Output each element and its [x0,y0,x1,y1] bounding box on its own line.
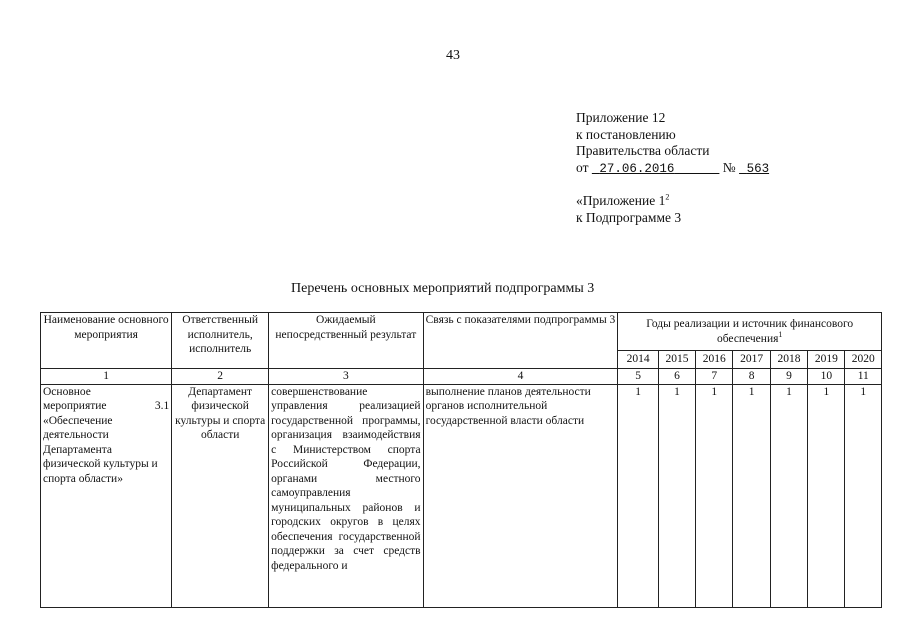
responsible-cell: Департамент физической культуры и спорта области [172,384,269,608]
year-value-cell: 1 [845,384,882,608]
year-value-cell: 1 [808,384,845,608]
appendix-date-line [576,160,769,178]
activity-name-line-1: Основное [43,385,91,398]
reference-block [576,192,681,226]
year-header: 2016 [696,351,733,369]
column-number: 11 [845,369,882,385]
reference-line-2: к Подпрограмме 3 [576,210,682,225]
decree-date: 27.06.2016 [599,161,675,176]
page-number: 43 [446,48,460,63]
year-header: 2015 [658,351,695,369]
table-row [41,384,882,608]
number-prefix: № [722,159,736,175]
activities-table [40,312,882,608]
header-years-group: Годы реализации и источник финансового обеспечения$^1$ [618,313,882,351]
expected-result-cell: совершенствование управления реализацией государственной программы, организация взаимодействия с Министерством спорта Российской Федерации, органами местного самоуправления муниципальных районов и городских округов в целях обеспечения государственной поддержки за счет средств федерального и [269,384,423,608]
header-responsible: Ответственный исполнитель, исполнитель [172,313,269,369]
column-number: 5 [618,369,658,385]
activity-name-rest: «Обеспечение деятельности Департамента физической культуры и спорта области» [43,414,158,485]
year-header: 2018 [770,351,807,369]
decree-number: 563 [746,161,770,176]
year-header: 2019 [808,351,845,369]
appendix-line-3: Правительства области [576,143,710,158]
column-number: 6 [658,369,695,385]
appendix-block [576,110,769,177]
column-number: 1 [41,369,172,385]
date-prefix: от [576,159,589,175]
column-number: 4 [423,369,618,385]
indicator-link-cell: выполнение планов деятельности органов исполнительной государственной власти области [423,384,618,608]
year-value-cell: 1 [658,384,695,608]
activity-code: 3.1 [154,400,170,412]
header-expected-result: Ожидаемый непосредственный результат [269,313,423,369]
year-value-cell: 1 [733,384,770,608]
year-value-cell: 1 [770,384,807,608]
column-number: 8 [733,369,770,385]
reference-line-1: «Приложение $1^2$ [576,192,670,208]
activity-name-cell [41,384,172,608]
appendix-line-2: к постановлению [576,126,676,142]
reference-superscript: 2 [665,192,670,202]
year-header: 2020 [845,351,882,369]
year-value-cell: 1 [618,384,658,608]
column-number: 7 [696,369,733,385]
footnote-marker: 1 [778,329,783,339]
year-header: 2017 [733,351,770,369]
header-indicator-link: Связь с показателями подпрограммы 3 [423,313,618,369]
document-title: Перечень основных мероприятий подпрограммы 3 [291,281,595,296]
appendix-line-1: Приложение 12 [576,110,666,125]
header-activity-name: Наименование основного мероприятия [41,313,172,369]
year-header: 2014 [618,351,658,369]
column-number: 10 [808,369,845,385]
column-number: 2 [172,369,269,385]
column-number: 3 [269,369,423,385]
column-number: 9 [770,369,807,385]
activity-name-line-2: мероприятие 3.1 [43,400,170,412]
year-value-cell: 1 [696,384,733,608]
